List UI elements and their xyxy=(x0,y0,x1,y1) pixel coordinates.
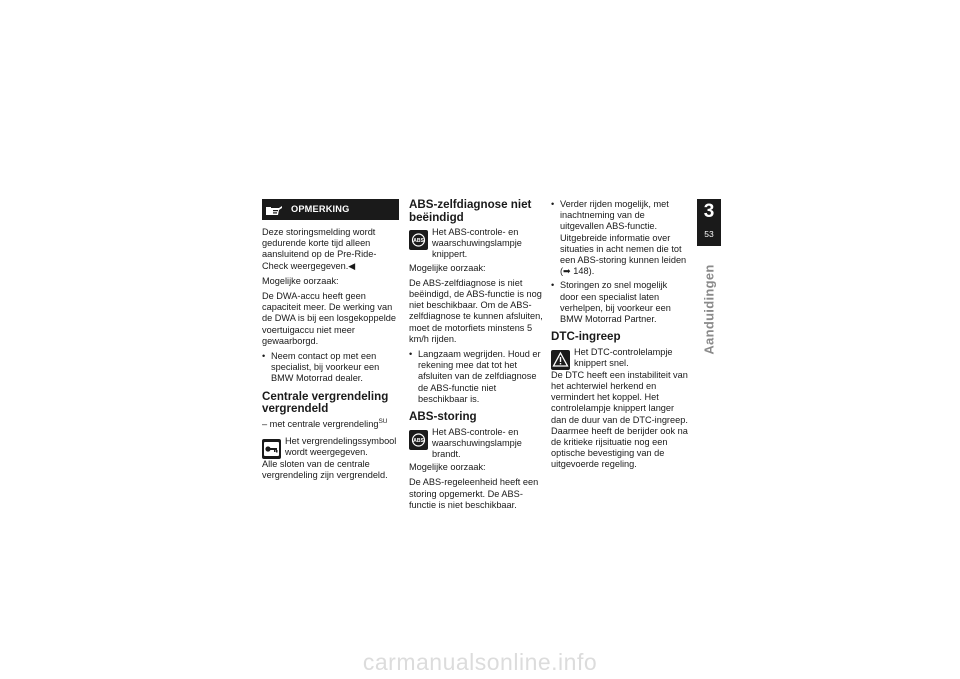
abs-warning-icon xyxy=(409,230,428,250)
dtc-text: Het DTC-controlelampje knippert snel. xyxy=(574,346,673,368)
svg-text:ABS: ABS xyxy=(413,437,424,444)
chapter-number: 3 xyxy=(703,201,715,222)
cause-text: De ABS-zelfdiagnose is niet beëindigd, de ABS-functie is nog niet beschikbaar. Om de ABS-zelfdiagnose te kunnen afsluiten, moet de motorfiets minstens 5 km/h rijden. xyxy=(409,277,543,344)
dtc-body: De DTC heeft een instabiliteit van het achterwiel herkend en vermindert het koppel. Het controlelampje knippert langer dan de duur van de DTC-ingreep. Daarmee heeft de berijder ook na de kritieke rijsituatie nog een optische bevestiging van de uitgevoerde regeling. xyxy=(551,369,688,470)
bullet-item: • Neem contact op met een specialist, bij voorkeur een BMW Motorrad dealer. xyxy=(262,351,399,385)
note-label: OPMERKING xyxy=(291,203,350,214)
abs-flash-row xyxy=(409,227,546,261)
chapter-tab xyxy=(697,199,721,246)
note-hand-icon xyxy=(266,204,283,216)
column-1 xyxy=(262,199,399,485)
note-banner xyxy=(262,199,399,220)
svg-text:ABS: ABS xyxy=(413,238,424,244)
section-label-text: Aanduidingen xyxy=(701,264,717,355)
heading-abs-fault: ABS-storing xyxy=(409,410,477,424)
watermark: carmanualsonline.info xyxy=(362,649,598,675)
locked-text: Alle sloten van de centrale vergrendeling zijn vergrendeld. xyxy=(262,458,388,481)
cause-label: Mogelijke oorzaak: xyxy=(409,462,486,473)
abs-lit-text: Het ABS-controle- en waarschuwingslampje brandt. xyxy=(432,426,522,459)
column-2 xyxy=(409,199,546,515)
lock-symbol-row xyxy=(262,436,399,459)
dtc-row xyxy=(551,347,688,370)
abs-flash-text: Het ABS-controle- en waarschuwingslampje knippert. xyxy=(432,227,522,260)
condition-sup: SU xyxy=(378,417,388,425)
bullet-item: • Langzaam wegrijden. Houd er rekening mee dat tot het afsluiten van de zelfdiagnose de ABS-functie niet beschikbaar is. xyxy=(409,349,546,405)
bullet-list xyxy=(551,199,688,325)
heading-dtc: DTC-ingreep xyxy=(551,330,621,344)
cause-text: De DWA-accu heeft geen capaciteit meer. De werking van de DWA is bij een losgekoppelde voertuigaccu niet meer gewaarborgd. xyxy=(262,291,396,346)
abs-lit-row xyxy=(409,427,546,461)
section-label xyxy=(697,253,721,366)
cause-text: De ABS-regeleenheid heeft een storing opgemerkt. De ABS-functie is niet beschikbaar. xyxy=(409,477,539,510)
lock-key-icon xyxy=(262,439,281,459)
dtc-warning-icon xyxy=(551,350,570,370)
heading-central-locking: Centrale vergrendeling vergrendeld xyxy=(262,389,389,416)
note-text: Deze storingsmelding wordt gedurende korte tijd alleen aansluitend op de Pre-Ride-Check weergegeven.◀ xyxy=(262,227,377,271)
condition-text: – met centrale vergrendeling xyxy=(262,418,379,429)
bullet-list xyxy=(262,351,399,385)
lock-symbol-text: Het vergrendelingssymbool wordt weergegeven. xyxy=(285,435,397,458)
page-number: 53 xyxy=(704,229,714,239)
abs-warning-icon xyxy=(409,430,428,450)
cause-label: Mogelijke oorzaak: xyxy=(409,262,486,273)
bullet-item: • Storingen zo snel mogelijk door een specialist laten verhelpen, bij voorkeur een BMW Motorrad Partner. xyxy=(551,280,688,325)
heading-abs-selfdiag: ABS-zelfdiagnose niet beëindigd xyxy=(409,198,532,224)
bullet-item: • Verder rijden mogelijk, met inachtneming van de uitgevallen ABS-functie. Uitgebreide informatie over situaties in acht nemen die tot een ABS-storing kunnen leiden (➡ 148). xyxy=(551,199,688,277)
column-3 xyxy=(551,199,688,475)
bullet-list xyxy=(409,349,546,405)
condition-line xyxy=(262,419,399,430)
cause-label: Mogelijke oorzaak: xyxy=(262,275,339,286)
